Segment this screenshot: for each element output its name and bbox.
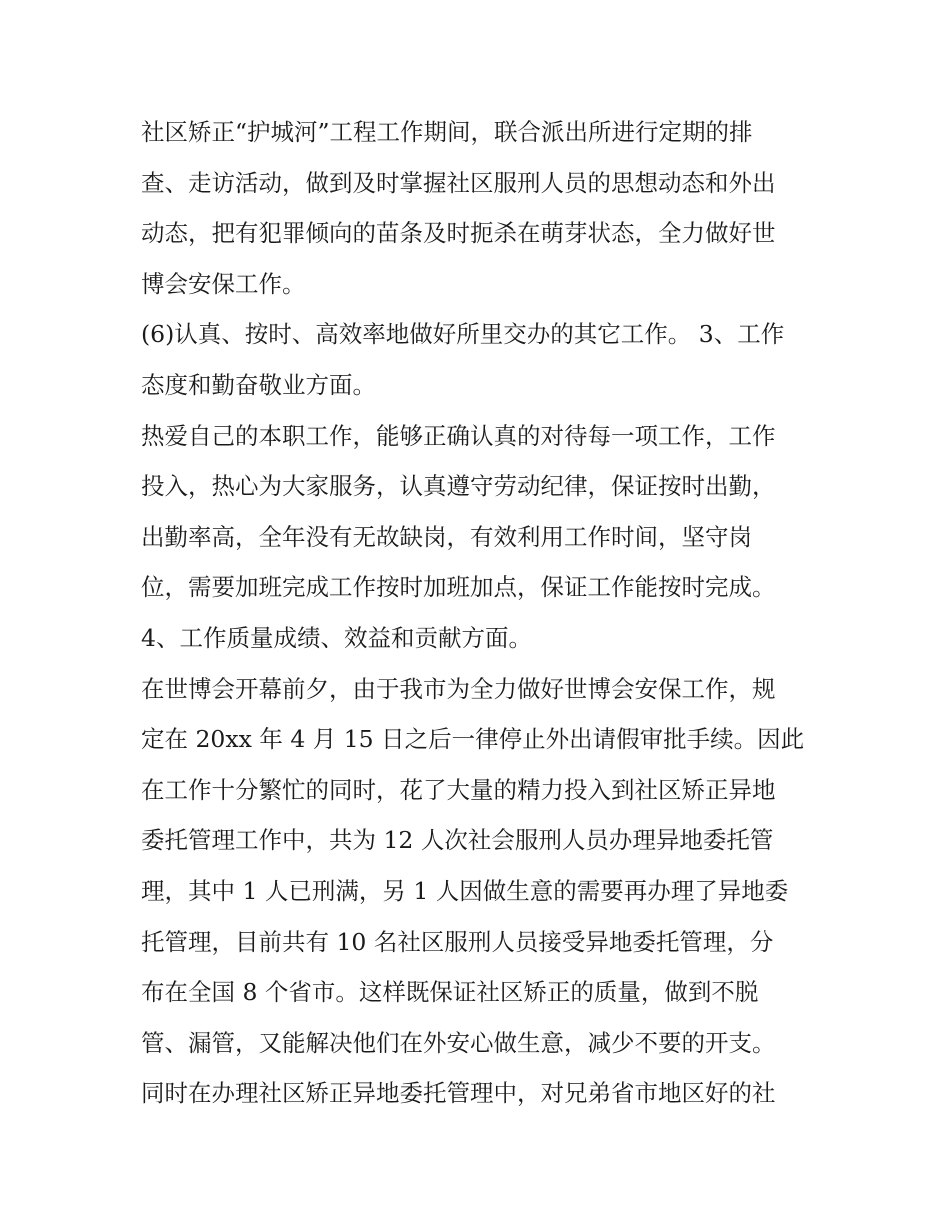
text-line: 投入，热心为大家服务，认真遵守劳动纪律，保证按时出勤， (141, 472, 776, 501)
text-line: 查、走访活动，做到及时掌握社区服刑人员的思想动态和外出 (141, 168, 776, 197)
text-line: 托管理，目前共有 10 名社区服刑人员接受异地委托管理，分 (141, 927, 774, 956)
text-line: 定在 20xx 年 4 月 15 日之后一律停止外出请假审批手续。因此 (141, 725, 805, 754)
text-line: 热爱自己的本职工作，能够正确认真的对待每一项工作，工作 (141, 421, 776, 450)
text-line: 布在全国 8 个省市。这样既保证社区矫正的质量，做到不脱 (141, 978, 759, 1007)
document-body (141, 107, 821, 1119)
text-line: 博会安保工作。 (141, 269, 306, 298)
text-line: 在世博会开幕前夕，由于我市为全力做好世博会安保工作，规 (141, 674, 776, 703)
text-line: 出勤率高，全年没有无故缺岗，有效利用工作时间，坚守岗 (141, 522, 752, 551)
text-line: 社区矫正“护城河”工程工作期间，联合派出所进行定期的排 (141, 118, 753, 146)
text-line: 态度和勤奋敬业方面。 (141, 370, 376, 399)
text-line: 4、工作质量成绩、效益和贡献方面。 (141, 623, 532, 652)
text-line: 位，需要加班完成工作按时加班加点，保证工作能按时完成。 (141, 573, 776, 602)
text-line: (6)认真、按时、高效率地做好所里交办的其它工作。 3、工作 (141, 320, 785, 349)
text-line: 管、漏管，又能解决他们在外安心做生意，减少不要的开支。 (141, 1028, 776, 1057)
text-line: 委托管理工作中，共为 12 人次社会服刑人员办理异地委托管 (141, 826, 774, 855)
text-line: 动态，把有犯罪倾向的苗条及时扼杀在萌芽状态，全力做好世 (141, 219, 776, 248)
text-line: 理，其中 1 人已刑满，另 1 人因做生意的需要再办理了异地委 (141, 876, 789, 905)
text-line: 同时在办理社区矫正异地委托管理中，对兄弟省市地区好的社 (141, 1079, 776, 1108)
text-line: 在工作十分繁忙的同时，花了大量的精力投入到社区矫正异地 (141, 775, 776, 804)
